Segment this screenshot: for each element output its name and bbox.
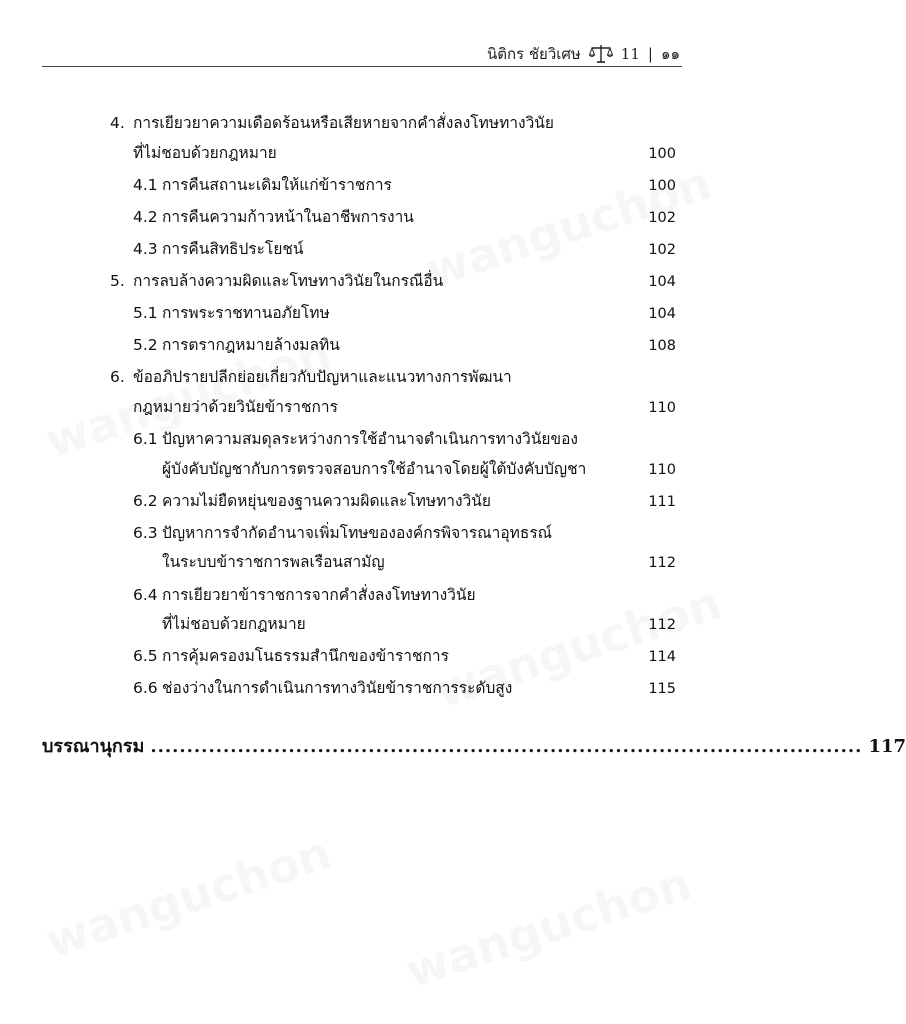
toc-entry	[133, 681, 676, 711]
toc-entry-title: ปัญหาความสมดุลระหว่างการใช้อำนาจดำเนินการทางวินัยของ	[162, 430, 578, 448]
header-separator: |	[647, 45, 653, 63]
toc-bibliography-entry	[42, 731, 906, 760]
toc-entry-title: ที่ไม่ชอบด้วยกฎหมาย	[162, 615, 306, 634]
bibliography-label: บรรณานุกรม	[42, 736, 145, 757]
toc-entry-title: การคืนสถานะเดิมให้แก่ข้าราชการ	[162, 175, 392, 194]
toc-entry-title: กฎหมายว่าด้วยวินัยข้าราชการ	[133, 397, 338, 416]
toc-entry-number: 6.6	[133, 679, 158, 698]
toc-entry-number: 6.1	[133, 430, 158, 448]
toc-entry-title: ช่องว่างในการดำเนินการทางวินัยข้าราชการระดับสูง	[162, 679, 513, 698]
toc-entry-page: 100	[648, 145, 676, 162]
toc-entry-title: การลบล้างความผิดและโทษทางวินัยในกรณีอื่น	[133, 272, 444, 290]
toc-entry-number: 4.2	[133, 207, 158, 226]
page-number-thai: ๑๑	[660, 45, 680, 63]
toc-entry-number: 6.	[110, 368, 125, 387]
toc-entry-title: ความไม่ยืดหยุ่นของฐานความผิดและโทษทางวินัย	[162, 491, 491, 510]
dot-leader: ..................................................................................................	[150, 736, 863, 757]
toc-entry-title: การตรากฎหมายล้างมลทิน	[162, 336, 340, 355]
toc-entry-page: 104	[648, 306, 676, 323]
toc-entry	[110, 116, 676, 175]
toc-entry-number: 6.2	[133, 491, 158, 510]
author-name: นิติกร ชัยวิเศษ	[486, 45, 581, 63]
toc-entry-title: การคุ้มครองมโนธรรมสำนึกของข้าราชการ	[162, 647, 449, 666]
toc-entry-number: 5.1	[133, 304, 158, 323]
toc-entry-title: ปัญหาการจำกัดอำนาจเพิ่มโทษขององค์กรพิจารณาอุทธรณ์	[162, 523, 553, 542]
toc-entry-title: การพระราชทานอภัยโทษ	[162, 304, 330, 323]
toc-entry	[133, 585, 676, 647]
toc-entry-page: 100	[648, 177, 676, 194]
toc-entry	[133, 207, 676, 240]
toc-entry-page: 110	[648, 399, 676, 416]
toc-entry	[133, 432, 676, 491]
toc-entry	[133, 649, 676, 679]
toc-entry-number: 6.4	[133, 585, 158, 604]
toc-entry-page: 102	[648, 241, 676, 258]
toc-entry-title: ผู้บังคับบัญชากับการตรวจสอบการใช้อำนาจโดยผู้ใต้บังคับบัญชา	[162, 459, 587, 478]
toc-entry-page: 115	[648, 681, 676, 698]
toc-entry	[110, 274, 676, 304]
toc-entry-title: การเยียวยาข้าราชการจากคำสั่งลงโทษทางวินัย	[162, 585, 476, 604]
toc-entry-page: 108	[648, 338, 676, 355]
toc-entry-number: 6.5	[133, 647, 158, 666]
toc-entry-page: 104	[648, 274, 676, 290]
toc-entry-title: ข้ออภิปรายปลีกย่อยเกี่ยวกับปัญหาและแนวทางการพัฒนา	[133, 368, 512, 387]
toc-entry-title: การเยียวยาความเดือดร้อนหรือเสียหายจากคำสั่งลงโทษทางวินัย	[133, 114, 554, 132]
toc-entry-page: 111	[648, 493, 676, 510]
toc-entry-title: การคืนสิทธิประโยชน์	[162, 239, 304, 258]
toc-entry-number: 4.3	[133, 239, 158, 258]
toc-entry-number: 4.	[110, 114, 125, 132]
bibliography-page: 117	[868, 736, 906, 757]
toc-entry-title: การคืนความก้าวหน้าในอาชีพการงาน	[162, 207, 414, 226]
toc-entry-page: 112	[648, 555, 676, 572]
toc-entry	[110, 370, 676, 429]
toc-entry	[133, 239, 676, 272]
toc-entry	[133, 306, 676, 336]
toc-entry-title: ในระบบข้าราชการพลเรือนสามัญ	[162, 553, 385, 572]
toc-entry	[133, 491, 676, 524]
toc-entry	[133, 523, 676, 585]
toc-entry-number: 5.2	[133, 336, 158, 355]
toc-entry-number: 5.	[110, 272, 125, 290]
toc-entry-page: 110	[648, 461, 676, 478]
page-number-arabic: 11	[620, 45, 640, 63]
toc-entry	[133, 338, 676, 368]
toc-entry-number: 6.3	[133, 523, 158, 542]
toc-entry-page: 102	[648, 209, 676, 226]
toc-entry-title: ที่ไม่ชอบด้วยกฎหมาย	[133, 143, 277, 162]
toc-entry-page: 114	[648, 649, 676, 666]
toc-entry	[133, 175, 676, 208]
toc-entry-page: 112	[648, 617, 676, 634]
toc-entry-number: 4.1	[133, 175, 158, 194]
